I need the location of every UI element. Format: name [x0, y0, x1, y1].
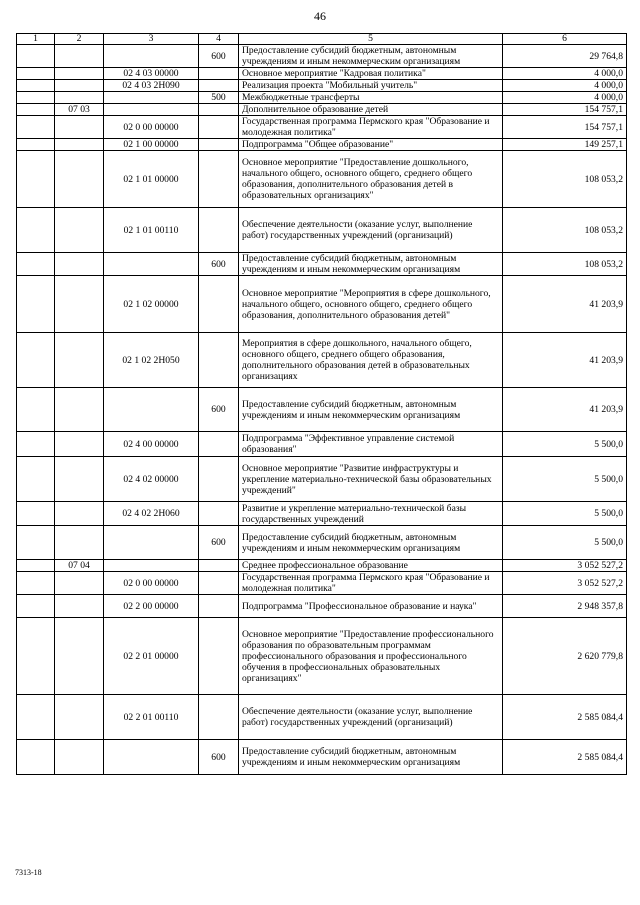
- table-cell-col-2: [55, 45, 104, 68]
- table-cell-col-4: [199, 333, 239, 388]
- table-cell-col-3: [104, 388, 199, 432]
- table-cell-col-2: [55, 572, 104, 595]
- table-cell-col-6: 29 764,8: [503, 45, 627, 68]
- table-cell-col-6: 4 000,0: [503, 68, 627, 80]
- table-cell-col-5: Основное мероприятие "Развитие инфраструктуры и укрепление материально-технической базы образовательных учреждений": [239, 457, 503, 502]
- table-cell-col-1: [17, 139, 55, 151]
- table-cell-col-2: [55, 253, 104, 276]
- table-cell-col-1: [17, 253, 55, 276]
- table-cell-col-5: Подпрограмма "Эффективное управление системой образования": [239, 432, 503, 457]
- table-cell-col-6: 2 585 084,4: [503, 695, 627, 740]
- table-cell-col-2: [55, 457, 104, 502]
- table-cell-col-2: [55, 116, 104, 139]
- table-cell-col-2: [55, 618, 104, 695]
- table-cell-col-3: 02 4 03 00000: [104, 68, 199, 80]
- table-cell-col-6: 5 500,0: [503, 502, 627, 526]
- table-cell-col-1: [17, 208, 55, 253]
- table-cell-col-2: [55, 208, 104, 253]
- table-row: [17, 80, 627, 92]
- table-cell-col-5: Дополнительное образование детей: [239, 104, 503, 116]
- table-cell-col-3: [104, 253, 199, 276]
- table-header-row: [17, 34, 627, 45]
- table-cell-col-5: Обеспечение деятельности (оказание услуг, выполнение работ) государственных учреждений (организаций): [239, 208, 503, 253]
- table-cell-col-6: 154 757,1: [503, 116, 627, 139]
- table-cell-col-6: 5 500,0: [503, 526, 627, 560]
- table-cell-col-6: 149 257,1: [503, 139, 627, 151]
- table-cell-col-4: 600: [199, 740, 239, 775]
- table-cell-col-4: [199, 572, 239, 595]
- table-cell-col-1: [17, 104, 55, 116]
- table-cell-col-5: Среднее профессиональное образование: [239, 560, 503, 572]
- table-cell-col-2: 07 03: [55, 104, 104, 116]
- table-cell-col-6: 154 757,1: [503, 104, 627, 116]
- header-col-3: 3: [104, 34, 199, 45]
- table-cell-col-6: 5 500,0: [503, 432, 627, 457]
- table-cell-col-5: Предоставление субсидий бюджетным, автономным учреждениям и иным некоммерческим организациям: [239, 45, 503, 68]
- table-cell-col-1: [17, 45, 55, 68]
- table-cell-col-4: [199, 151, 239, 208]
- table-row: [17, 92, 627, 104]
- table-row: [17, 333, 627, 388]
- table-cell-col-4: [199, 139, 239, 151]
- table-cell-col-2: [55, 276, 104, 333]
- table-cell-col-4: [199, 116, 239, 139]
- table-row: [17, 151, 627, 208]
- table-cell-col-4: [199, 208, 239, 253]
- table-row: [17, 695, 627, 740]
- table-cell-col-3: 02 0 00 00000: [104, 572, 199, 595]
- table-body: [17, 45, 627, 775]
- table-cell-col-5: Подпрограмма "Профессиональное образование и наука": [239, 595, 503, 618]
- table-cell-col-5: Предоставление субсидий бюджетным, автономным учреждениям и иным некоммерческим организациям: [239, 526, 503, 560]
- table-cell-col-1: [17, 695, 55, 740]
- table-cell-col-4: [199, 104, 239, 116]
- table-row: [17, 595, 627, 618]
- table-row: [17, 502, 627, 526]
- table-row: [17, 526, 627, 560]
- table-cell-col-1: [17, 457, 55, 502]
- table-cell-col-1: [17, 388, 55, 432]
- table-cell-col-1: [17, 80, 55, 92]
- table-cell-col-2: [55, 388, 104, 432]
- budget-table: [16, 33, 627, 775]
- table-cell-col-6: 4 000,0: [503, 92, 627, 104]
- table-cell-col-3: [104, 45, 199, 68]
- table-cell-col-5: Реализация проекта "Мобильный учитель": [239, 80, 503, 92]
- table-cell-col-2: [55, 740, 104, 775]
- table-row: [17, 139, 627, 151]
- table-cell-col-6: 3 052 527,2: [503, 560, 627, 572]
- table-cell-col-6: 4 000,0: [503, 80, 627, 92]
- table-cell-col-4: 600: [199, 526, 239, 560]
- table-cell-col-1: [17, 276, 55, 333]
- table-cell-col-5: Основное мероприятие "Мероприятия в сфере дошкольного, начального общего, основного общего, среднего общего образования, дополнительного образования детей": [239, 276, 503, 333]
- table-cell-col-5: Мероприятия в сфере дошкольного, начального общего, основного общего, среднего общего образования, дополнительного образования детей в образовательных организациях: [239, 333, 503, 388]
- table-cell-col-3: 02 4 02 2Н060: [104, 502, 199, 526]
- table-cell-col-1: [17, 116, 55, 139]
- table-cell-col-3: [104, 526, 199, 560]
- table-cell-col-5: Государственная программа Пермского края "Образование и молодежная политика": [239, 116, 503, 139]
- table-row: [17, 618, 627, 695]
- table-cell-col-5: Основное мероприятие "Кадровая политика": [239, 68, 503, 80]
- table-cell-col-3: 02 1 02 00000: [104, 276, 199, 333]
- table-cell-col-1: [17, 502, 55, 526]
- table-cell-col-2: [55, 695, 104, 740]
- table-cell-col-6: 41 203,9: [503, 388, 627, 432]
- table-cell-col-3: [104, 740, 199, 775]
- table-cell-col-5: Развитие и укрепление материально-технической базы государственных учреждений: [239, 502, 503, 526]
- table-cell-col-4: [199, 560, 239, 572]
- table-row: [17, 253, 627, 276]
- table-cell-col-1: [17, 151, 55, 208]
- table-cell-col-5: Подпрограмма "Общее образование": [239, 139, 503, 151]
- table-cell-col-5: Основное мероприятие "Предоставление дошкольного, начального общего, основного общего, среднего общего образования, дополнительного образования детей в образовательных организациях": [239, 151, 503, 208]
- table-cell-col-1: [17, 595, 55, 618]
- table-cell-col-4: 600: [199, 388, 239, 432]
- table-cell-col-1: [17, 68, 55, 80]
- header-col-5: 5: [239, 34, 503, 45]
- table-cell-col-5: Межбюджетные трансферты: [239, 92, 503, 104]
- table-cell-col-6: 108 053,2: [503, 208, 627, 253]
- header-col-1: 1: [17, 34, 55, 45]
- table-cell-col-2: [55, 68, 104, 80]
- table-cell-col-3: 02 4 00 00000: [104, 432, 199, 457]
- table-row: [17, 740, 627, 775]
- table-cell-col-3: 02 4 02 00000: [104, 457, 199, 502]
- table-cell-col-1: [17, 560, 55, 572]
- table-cell-col-1: [17, 572, 55, 595]
- table-cell-col-4: [199, 276, 239, 333]
- table-cell-col-3: 02 1 01 00000: [104, 151, 199, 208]
- header-col-4: 4: [199, 34, 239, 45]
- table-cell-col-4: 600: [199, 45, 239, 68]
- table-row: [17, 457, 627, 502]
- table-cell-col-4: [199, 457, 239, 502]
- table-row: [17, 276, 627, 333]
- table-cell-col-5: Основное мероприятие "Предоставление профессионального образования по образовательным программам профессионального образования и профессионального обучения в профессиональных образовательных организациях": [239, 618, 503, 695]
- table-cell-col-2: [55, 595, 104, 618]
- table-cell-col-3: [104, 104, 199, 116]
- table-cell-col-4: [199, 68, 239, 80]
- table-cell-col-6: 41 203,9: [503, 333, 627, 388]
- table-cell-col-5: Предоставление субсидий бюджетным, автономным учреждениям и иным некоммерческим организациям: [239, 253, 503, 276]
- table-row: [17, 208, 627, 253]
- table-cell-col-6: 2 948 357,8: [503, 595, 627, 618]
- table-cell-col-3: 02 1 00 00000: [104, 139, 199, 151]
- table-cell-col-2: [55, 92, 104, 104]
- table-cell-col-2: [55, 151, 104, 208]
- table-cell-col-3: 02 2 01 00110: [104, 695, 199, 740]
- table-row: [17, 388, 627, 432]
- table-cell-col-6: 108 053,2: [503, 151, 627, 208]
- header-col-6: 6: [503, 34, 627, 45]
- table-cell-col-4: [199, 618, 239, 695]
- table-cell-col-1: [17, 526, 55, 560]
- page-number: 46: [314, 9, 326, 23]
- table-cell-col-6: 2 620 779,8: [503, 618, 627, 695]
- table-cell-col-6: 41 203,9: [503, 276, 627, 333]
- table-cell-col-1: [17, 92, 55, 104]
- table-row: [17, 432, 627, 457]
- table-row: [17, 45, 627, 68]
- table-cell-col-2: [55, 333, 104, 388]
- table-cell-col-5: Государственная программа Пермского края "Образование и молодежная политика": [239, 572, 503, 595]
- table-cell-col-3: 02 1 01 00110: [104, 208, 199, 253]
- table-row: [17, 116, 627, 139]
- table-cell-col-1: [17, 333, 55, 388]
- table-cell-col-4: [199, 80, 239, 92]
- header-col-2: 2: [55, 34, 104, 45]
- table-cell-col-1: [17, 618, 55, 695]
- table-row: [17, 104, 627, 116]
- table-cell-col-1: [17, 740, 55, 775]
- table-cell-col-2: [55, 139, 104, 151]
- table-cell-col-3: [104, 92, 199, 104]
- table-cell-col-3: [104, 560, 199, 572]
- table-cell-col-3: 02 4 03 2Н090: [104, 80, 199, 92]
- table-cell-col-2: [55, 432, 104, 457]
- table-cell-col-2: 07 04: [55, 560, 104, 572]
- table-cell-col-4: [199, 595, 239, 618]
- table-cell-col-2: [55, 526, 104, 560]
- table-cell-col-1: [17, 432, 55, 457]
- table-cell-col-4: [199, 432, 239, 457]
- table-cell-col-6: 108 053,2: [503, 253, 627, 276]
- table-cell-col-4: [199, 695, 239, 740]
- table-cell-col-6: 3 052 527,2: [503, 572, 627, 595]
- table-cell-col-6: 5 500,0: [503, 457, 627, 502]
- footer-code: 7313-18: [15, 868, 42, 877]
- table-cell-col-5: Предоставление субсидий бюджетным, автономным учреждениям и иным некоммерческим организациям: [239, 388, 503, 432]
- table-cell-col-5: Предоставление субсидий бюджетным, автономным учреждениям и иным некоммерческим организациям: [239, 740, 503, 775]
- table-cell-col-3: 02 0 00 00000: [104, 116, 199, 139]
- table-row: [17, 560, 627, 572]
- table-cell-col-4: 500: [199, 92, 239, 104]
- table-cell-col-6: 2 585 084,4: [503, 740, 627, 775]
- table-row: [17, 572, 627, 595]
- table-cell-col-3: 02 2 01 00000: [104, 618, 199, 695]
- table-cell-col-4: 600: [199, 253, 239, 276]
- table-cell-col-2: [55, 80, 104, 92]
- table-cell-col-2: [55, 502, 104, 526]
- table-row: [17, 68, 627, 80]
- table-cell-col-4: [199, 502, 239, 526]
- table-cell-col-3: 02 2 00 00000: [104, 595, 199, 618]
- table-cell-col-3: 02 1 02 2Н050: [104, 333, 199, 388]
- table-cell-col-5: Обеспечение деятельности (оказание услуг, выполнение работ) государственных учреждений (организаций): [239, 695, 503, 740]
